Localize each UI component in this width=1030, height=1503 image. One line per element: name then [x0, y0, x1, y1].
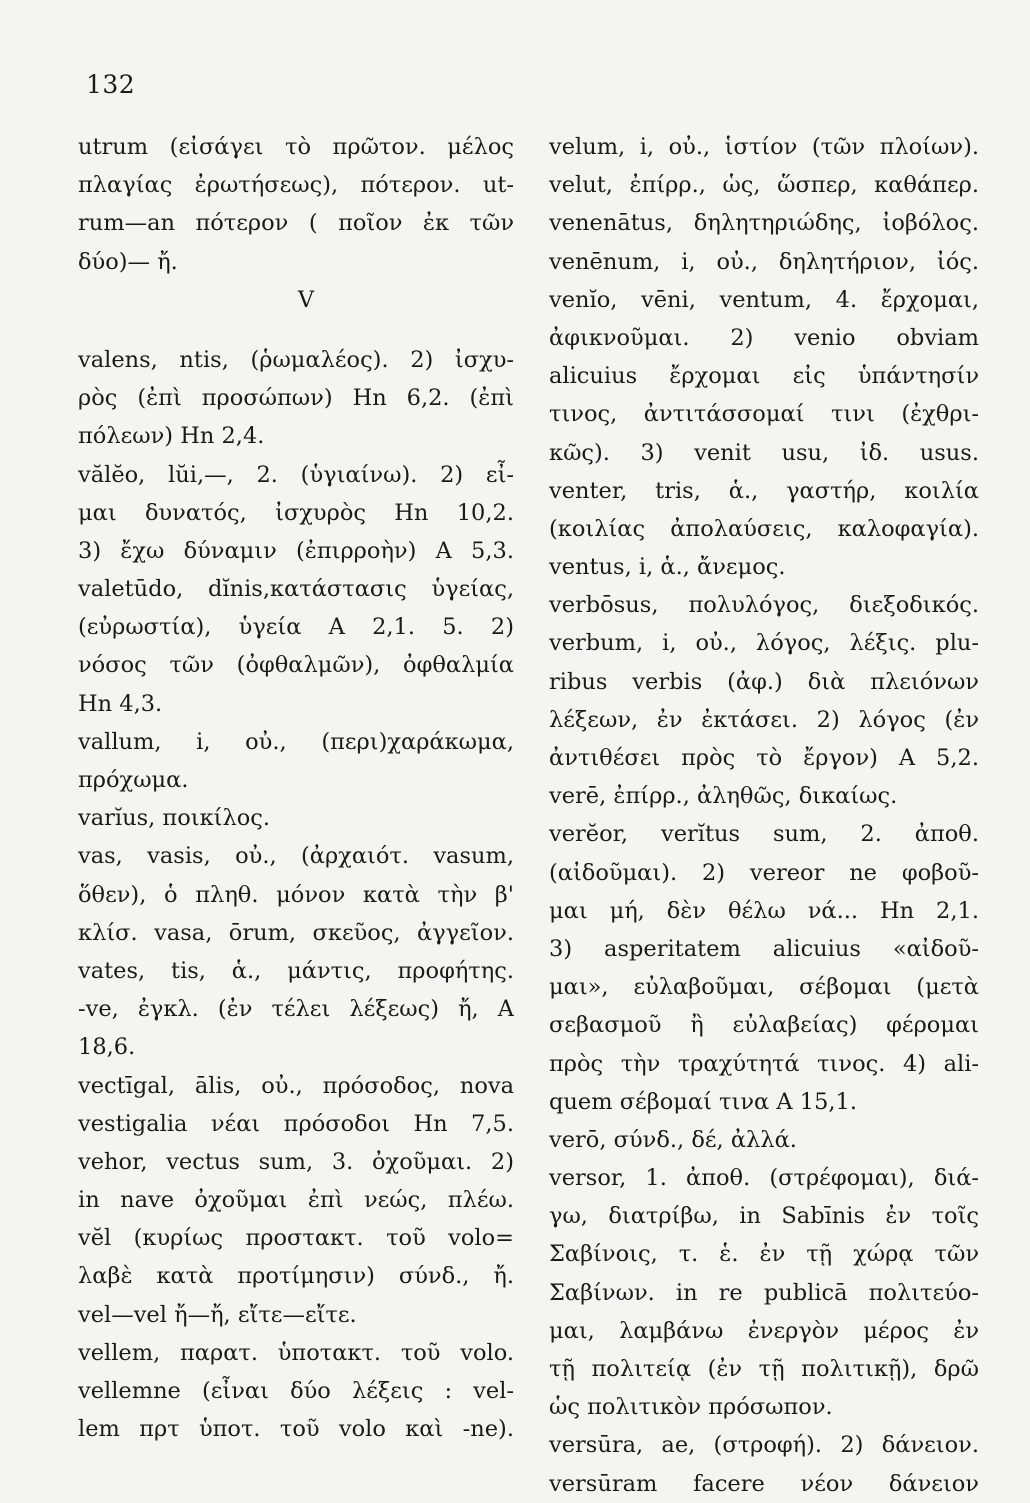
dictionary-line: πλαγίας ἐρωτήσεως), πότερον. ut- — [78, 172, 514, 199]
dictionary-line: Σαβίνοις, τ. ἑ. ἐν τῇ χώρᾳ τῶν — [549, 1241, 979, 1268]
dictionary-line: μαι, λαμβάνω ἐνεργὸν μέρος ἐν — [549, 1317, 979, 1344]
dictionary-line: δύο)— ἤ. — [78, 248, 178, 275]
dictionary-line: Hn 4,3. — [78, 690, 163, 717]
dictionary-line: velut, ἐπίρρ., ὡς, ὥσπερ, καθάπερ. — [549, 172, 979, 199]
dictionary-line: verē, ἐπίρρ., ἀληθῶς, δικαίως. — [549, 783, 898, 810]
dictionary-line: utrum (εἰσάγει τὸ πρῶτον. μέλος — [78, 134, 514, 160]
dictionary-line: alicuius ἔρχομαι εἰς ὑπάντησίν — [549, 363, 979, 390]
dictionary-line: πρὸς τὴν τραχύτητά τινος. 4) ali- — [549, 1050, 979, 1077]
right-column — [549, 128, 979, 1503]
dictionary-line: γω, διατρίβω, in Sabīnis ἐν τοῖς — [549, 1203, 979, 1230]
dictionary-line: ἀντιθέσει πρὸς τὸ ἔργον) A 5,2. — [549, 745, 979, 771]
dictionary-line: vectīgal, ālis, οὐ., πρόσοδος, nova — [78, 1072, 514, 1099]
dictionary-line: valetūdo, dĭnis,κατάστασις ὑγείας, — [78, 576, 514, 603]
dictionary-line: πόλεων) Hn 2,4. — [78, 423, 265, 450]
section-letter: V — [297, 286, 315, 313]
dictionary-line: κλίσ. vasa, ōrum, σκεῦος, ἀγγεῖον. — [78, 919, 514, 946]
dictionary-line: vates, tis, ἁ., μάντις, προφήτης. — [78, 957, 514, 984]
dictionary-line: varĭus, ποικίλος. — [78, 805, 271, 832]
dictionary-line: μαι», εὐλαβοῦμαι, σέβομαι (μετὰ — [549, 974, 979, 1001]
dictionary-line: vehor, vectus sum, 3. ὀχοῦμαι. 2) — [78, 1148, 514, 1175]
dictionary-line: ventus, i, ἁ., ἄνεμος. — [549, 554, 786, 581]
dictionary-line: τινος, ἀντιτάσσομαί τινι (ἐχθρι- — [549, 401, 979, 428]
dictionary-line: versūram facere νέον δάνειον — [549, 1470, 979, 1497]
dictionary-line: vallum, i, οὐ., (περι)χαράκωμα, — [78, 728, 514, 755]
dictionary-line: verō, σύνδ., δέ, ἀλλά. — [549, 1126, 797, 1153]
dictionary-line: κῶς). 3) venit usu, ἰδ. usus. — [549, 439, 979, 466]
dictionary-line: (κοιλίας ἀπολαύσεις, καλοφαγία). — [549, 515, 979, 542]
dictionary-line: vălĕo, lŭi,—, 2. (ὑγιαίνω). 2) εἶ- — [78, 461, 514, 488]
dictionary-line: vĕl (κυρίως προστακτ. τοῦ volo= — [78, 1225, 514, 1252]
dictionary-line: ὡς πολιτικὸν πρόσωπον. — [549, 1394, 833, 1421]
dictionary-line: rum—an πότερον ( ποῖον ἐκ τῶν — [78, 210, 514, 237]
dictionary-line: 18,6. — [78, 1034, 136, 1061]
page-number: 132 — [86, 70, 136, 99]
dictionary-line: verĕor, verĭtus sum, 2. ἀποθ. — [549, 821, 979, 848]
dictionary-line: πρόχωμα. — [78, 767, 189, 793]
dictionary-line: μαι μή, δὲν θέλω νά... Hn 2,1. — [549, 897, 979, 924]
dictionary-line: ρὸς (ἐπὶ προσώπων) Hn 6,2. (ἐπὶ — [78, 385, 514, 412]
dictionary-line: 3) asperitatem alicuius «αἰδοῦ- — [549, 935, 979, 962]
dictionary-line: in nave ὀχοῦμαι ἐπὶ νεώς, πλέω. — [78, 1187, 514, 1214]
dictionary-line: vel—vel ἤ—ἤ, εἴτε—εἴτε. — [78, 1301, 357, 1328]
dictionary-line: Σαβίνων. in re publicā πολιτεύο- — [549, 1279, 979, 1306]
dictionary-line: quem σέβομαί τινα A 15,1. — [549, 1088, 858, 1115]
dictionary-line: verbōsus, πολυλόγος, διεξοδικός. — [549, 592, 979, 619]
dictionary-line: vellem, παρατ. ὑποτακτ. τοῦ volo. — [78, 1339, 514, 1366]
dictionary-line: (εὐρωστία), ὑγεία A 2,1. 5. 2) — [78, 614, 514, 641]
dictionary-line: λέξεων, ἐν ἐκτάσει. 2) λόγος (ἐν — [549, 706, 979, 733]
dictionary-line: λαβὲ κατὰ προτίμησιν) σύνδ., ἤ. — [78, 1263, 514, 1290]
dictionary-line: venenātus, δηλητηριώδης, ἰοβόλος. — [549, 210, 979, 237]
dictionary-line: τῇ πολιτείᾳ (ἐν τῇ πολιτικῇ), δρῶ — [549, 1356, 979, 1382]
dictionary-line: venĭo, vēni, ventum, 4. ἔρχομαι, — [549, 286, 979, 313]
dictionary-line: versor, 1. ἀποθ. (στρέφομαι), διά- — [549, 1165, 979, 1192]
section-spacer — [78, 319, 514, 341]
dictionary-line: μαι δυνατός, ἰσχυρὸς Hn 10,2. — [78, 499, 514, 526]
dictionary-line: vestigalia νέαι πρόσοδοι Hn 7,5. — [78, 1110, 514, 1137]
dictionary-line: versūra, ae, (στροφή). 2) δάνειον. — [549, 1432, 979, 1459]
dictionary-line: vellemne (εἶναι δύο λέξεις : vel- — [78, 1378, 514, 1404]
dictionary-line: venter, tris, ἁ., γαστήρ, κοιλία — [549, 477, 979, 504]
dictionary-line: νόσος τῶν (ὀφθαλμῶν), ὀφθαλμία — [78, 652, 514, 679]
dictionary-line: -ve, ἐγκλ. (ἐν τέλει λέξεως) ἤ, A — [78, 996, 514, 1023]
dictionary-line: σεβασμοῦ ἢ εὐλαβείας) φέρομαι — [549, 1012, 979, 1039]
dictionary-line: ribus verbis (ἀφ.) διὰ πλειόνων — [549, 668, 979, 695]
dictionary-line: ἀφικνοῦμαι. 2) venio obviam — [549, 324, 979, 351]
left-column — [78, 128, 514, 1448]
dictionary-line: (αἰδοῦμαι). 2) vereor ne φοβοῦ- — [549, 859, 979, 886]
dictionary-line: vas, vasis, οὐ., (ἀρχαιότ. vasum, — [78, 843, 514, 870]
dictionary-line: verbum, i, οὐ., λόγος, λέξις. plu- — [549, 630, 979, 657]
dictionary-line: 3) ἔχω δύναμιν (ἐπιρροὴν) A 5,3. — [78, 537, 514, 564]
dictionary-line: valens, ntis, (ῥωμαλέος). 2) ἰσχυ- — [78, 346, 514, 373]
dictionary-line: ὅθεν), ὁ πληθ. μόνον κατὰ τὴν β' — [78, 881, 514, 908]
dictionary-line: velum, i, οὐ., ἱστίον (τῶν πλοίων). — [549, 134, 979, 160]
dictionary-line: lem πρτ ὑποτ. τοῦ volo καὶ -ne). — [78, 1416, 514, 1443]
dictionary-line: venēnum, i, οὐ., δηλητήριον, ἰός. — [549, 248, 979, 275]
